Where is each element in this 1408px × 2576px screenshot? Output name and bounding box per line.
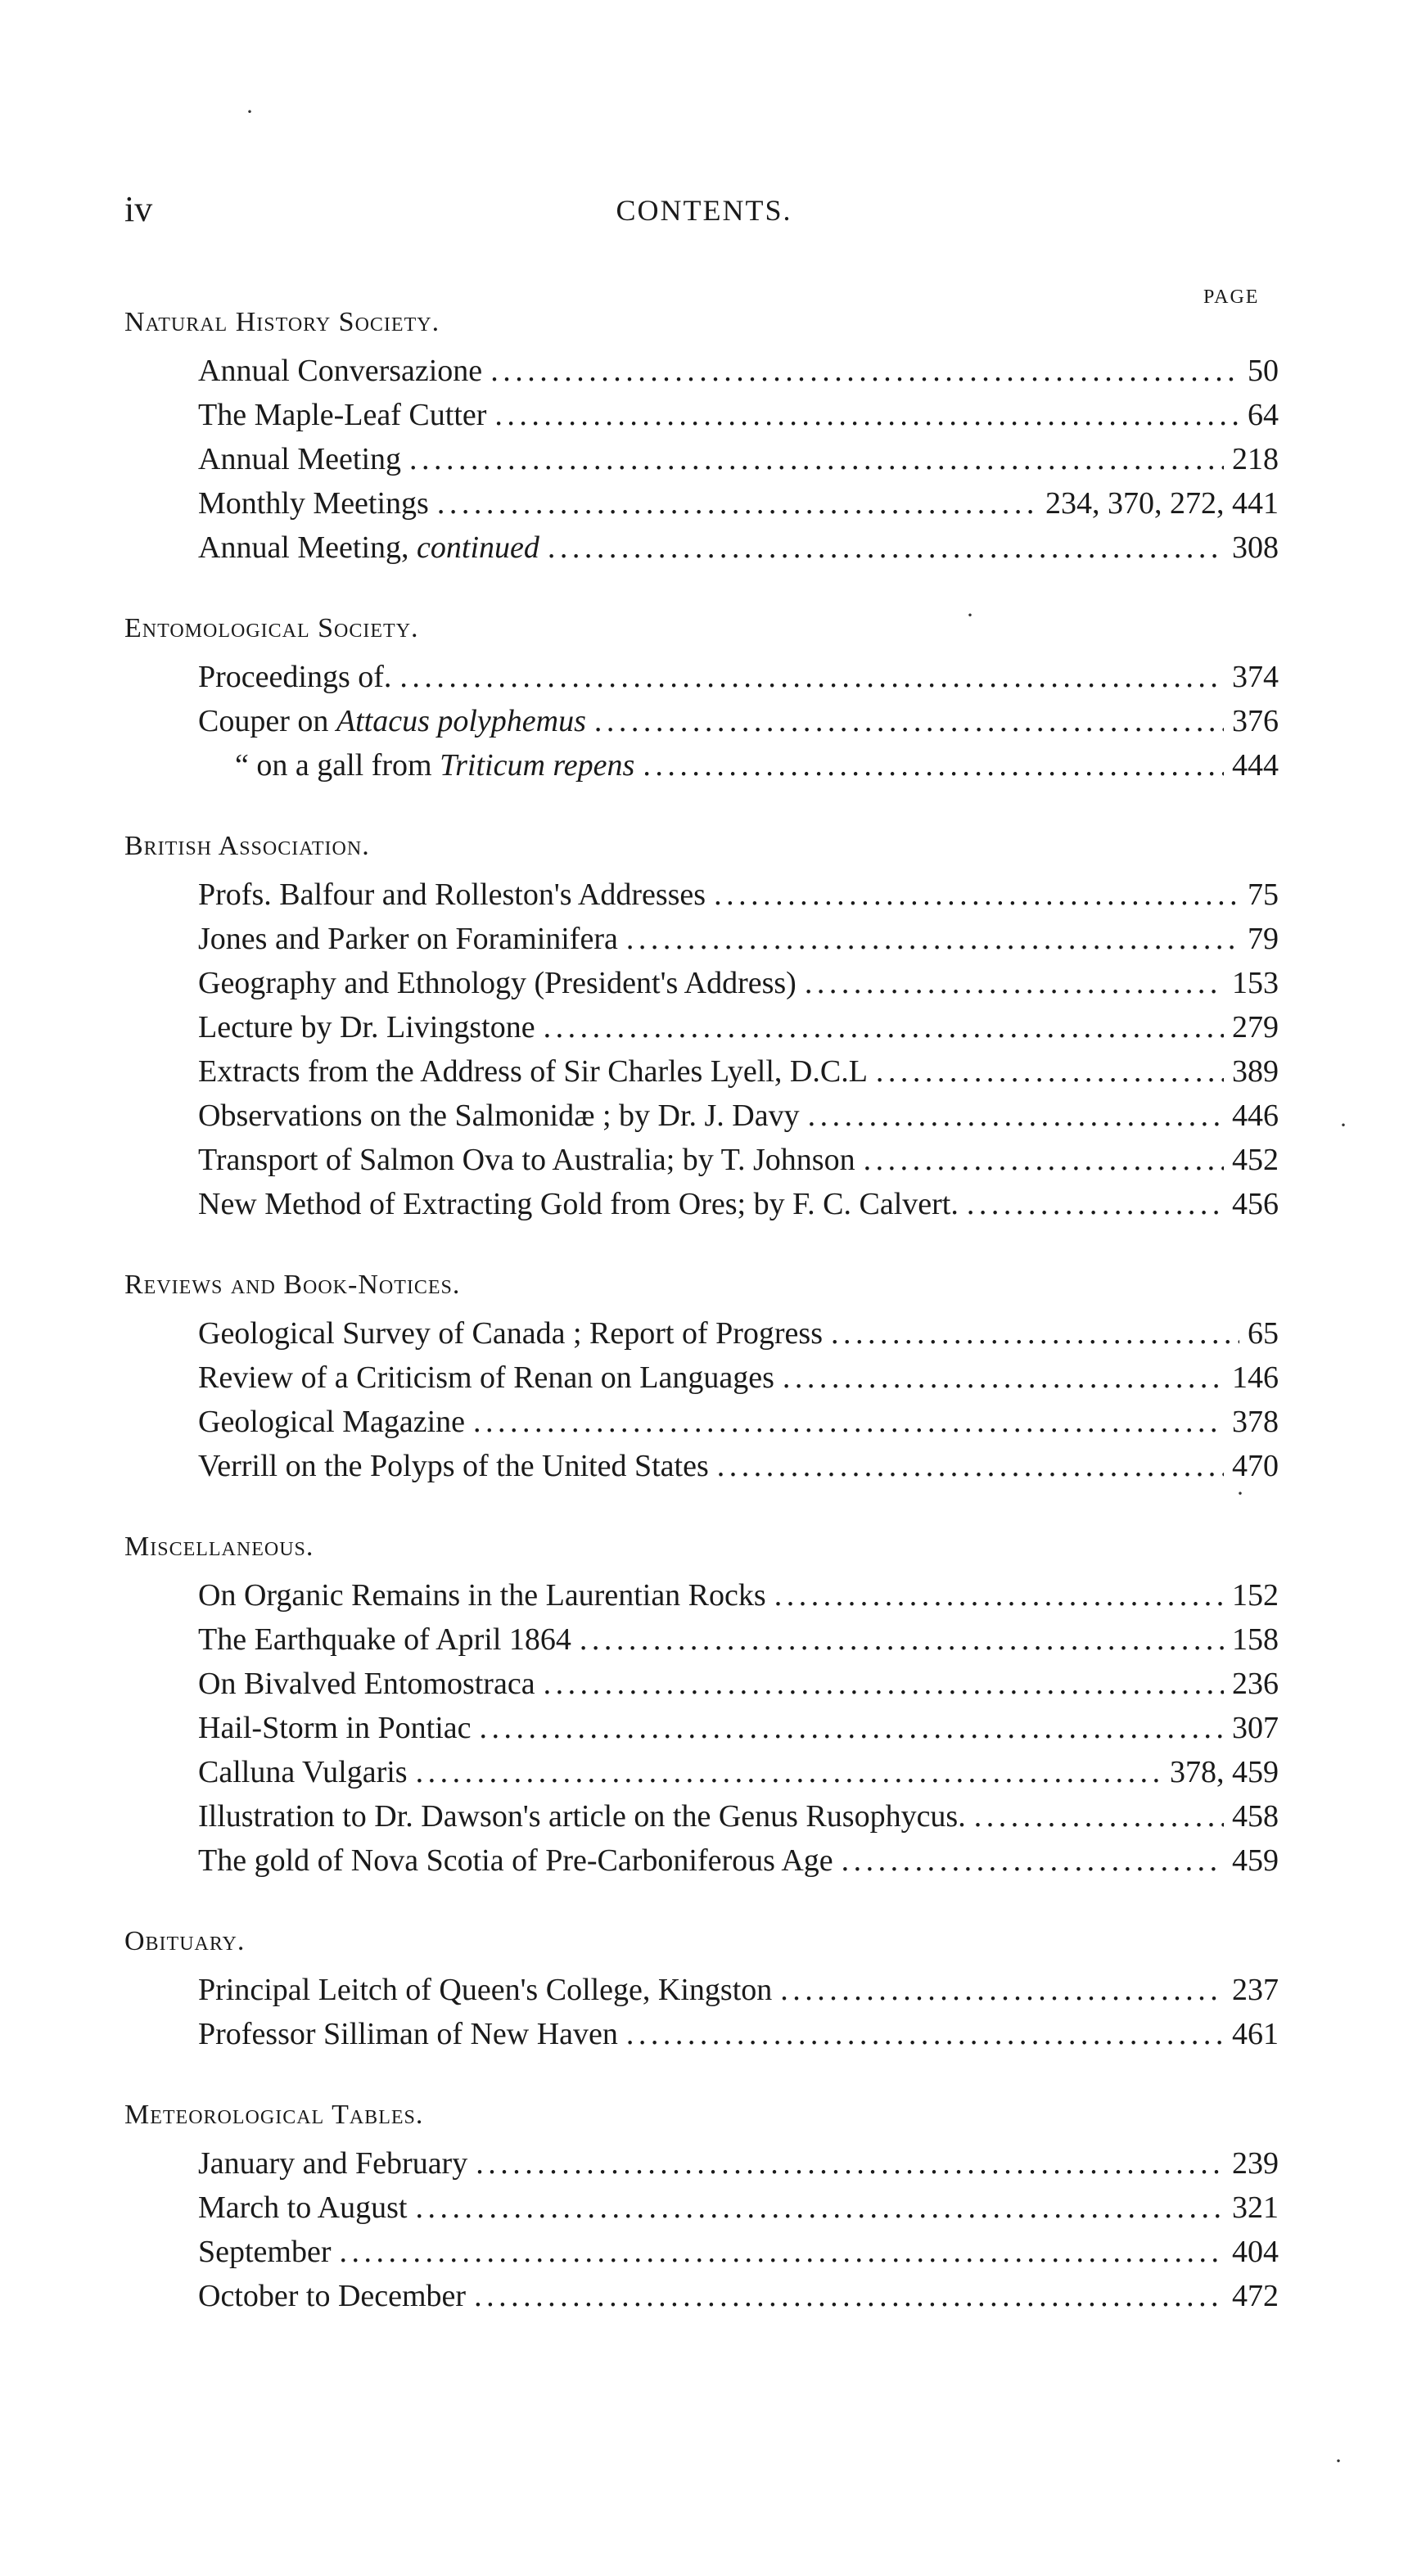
section-title: Obituary. [124,1926,246,1956]
entry-title [198,699,586,743]
dot-leader [548,526,1224,570]
entry-title [198,437,401,481]
entry-title-text: Proceedings of. [198,660,392,694]
toc-entry [124,1838,1279,1883]
entry-page-number: 378, 459 [1170,1755,1279,1789]
dot-leader [409,437,1224,481]
toc-entry [124,699,1279,743]
dot-leader [340,2230,1224,2274]
entry-page-number: 459 [1232,1843,1279,1878]
toc-entry [124,1444,1279,1488]
dot-leader [643,743,1224,787]
section-title: Natural History Society. [124,307,440,337]
dot-leader [415,2186,1224,2230]
entry-title-text: On Bivalved Entomostraca [198,1667,535,1701]
toc-entry [124,743,1279,787]
entry-title-text: “ on a gall from [235,748,440,783]
entry-title-text: October to December [198,2279,467,2313]
entry-title-text: Lecture by Dr. Livingstone [198,1010,535,1044]
entry-title-text: Jones and Parker on Foraminifera [198,922,618,956]
folio-number: iv [124,189,153,229]
entry-title [198,2141,467,2186]
entry-page-number: 404 [1232,2235,1279,2269]
dot-leader [780,1968,1224,2012]
entry-title [198,349,482,393]
entry-page-number: 279 [1232,1010,1279,1044]
speck-mark: · [1236,1480,1244,1507]
dot-leader [783,1356,1224,1400]
entry-title [198,1838,833,1883]
entry-page-number: 444 [1232,748,1279,783]
running-title: CONTENTS. [616,194,792,227]
dot-leader [494,393,1239,437]
toc-entry [124,1573,1279,1617]
dot-leader [864,1138,1224,1182]
entry-title-text: Observations on the Salmonidæ ; by Dr. J. Davy [198,1099,800,1133]
entry-title-italic: continued [417,530,539,565]
entry-title [198,1094,800,1138]
toc-entry [124,1617,1279,1662]
entry-page-number: 374 [1232,660,1279,694]
entry-title-text: Review of a Criticism of Renan on Languages [198,1360,774,1395]
toc-entry [124,1706,1279,1750]
speck-mark: · [246,98,254,125]
entry-page-number: 461 [1232,2017,1279,2051]
entry-page-number: 452 [1232,1143,1279,1177]
section-title: Miscellaneous. [124,1532,314,1562]
entry-title [198,1049,868,1094]
entry-title [198,1311,823,1356]
dot-leader [473,1400,1224,1444]
entry-title-text: Couper on [198,704,336,738]
toc-entry [124,349,1279,393]
entry-page-number: 50 [1248,354,1279,388]
dot-leader [544,1662,1224,1706]
entry-title [198,526,539,570]
entry-title-text: Transport of Salmon Ova to Australia; by T. Johnson [198,1143,855,1177]
entry-page-number: 146 [1232,1360,1279,1395]
dot-leader [474,2274,1224,2318]
toc-entry [124,1662,1279,1706]
entry-title [198,481,429,526]
entry-page-number: 153 [1232,966,1279,1000]
section-title: British Association. [124,831,370,861]
entry-title [198,961,797,1005]
dot-leader [544,1005,1224,1049]
entry-title-text: The Maple-Leaf Cutter [198,398,487,432]
table-of-contents [124,303,1279,2357]
dot-leader [580,1617,1224,1662]
toc-entry [124,526,1279,570]
dot-leader [717,1444,1224,1488]
toc-entry [124,2012,1279,2056]
toc-section [124,2096,1279,2318]
dot-leader [626,917,1239,961]
entry-title-text: Monthly Meetings [198,486,429,521]
entry-page-number: 446 [1232,1099,1279,1133]
toc-entry [124,1049,1279,1094]
dot-leader [626,2012,1224,2056]
entry-title [198,1138,855,1182]
entry-title [198,1662,535,1706]
entry-title-text: Calluna Vulgaris [198,1755,408,1789]
toc-section [124,609,1279,787]
entry-page-number: 472 [1232,2279,1279,2313]
entry-page-number: 152 [1232,1578,1279,1613]
entry-page-number: 236 [1232,1667,1279,1701]
entry-title [198,2012,618,2056]
entry-title-text: September [198,2235,332,2269]
entry-title-text: Extracts from the Address of Sir Charles Lyell, D.C.L [198,1054,868,1089]
entry-title-text: January and February [198,2146,468,2181]
entry-page-number: 239 [1232,2146,1279,2181]
entry-title [198,1617,571,1662]
dot-leader [876,1049,1224,1094]
dot-leader [808,1094,1224,1138]
toc-entry [124,1750,1279,1794]
toc-section [124,303,1279,570]
toc-entry [124,437,1279,481]
entry-page-number: 79 [1248,922,1279,956]
speck-mark: · [1334,2447,1343,2474]
toc-section [124,1527,1279,1883]
toc-section [124,1922,1279,2056]
entry-page-number: 158 [1232,1622,1279,1657]
toc-entry [124,2274,1279,2318]
toc-entry [124,655,1279,699]
dot-leader [831,1311,1239,1356]
page-column-label: PAGE [1203,286,1260,308]
entry-title-text: Geological Survey of Canada ; Report of Progress [198,1316,823,1351]
entry-page-number: 458 [1232,1799,1279,1834]
entry-title-text: Geological Magazine [198,1405,466,1439]
speck-mark: · [1339,1112,1347,1139]
entry-title [198,1356,774,1400]
dot-leader [476,2141,1224,2186]
entry-title [198,2274,466,2318]
entry-title-text: On Organic Remains in the Laurentian Rocks [198,1578,766,1613]
toc-section [124,827,1279,1226]
entry-title-text: Illustration to Dr. Dawson's article on the Genus Rusophycus. [198,1799,966,1834]
toc-section [124,1265,1279,1488]
speck-mark: · [966,602,974,629]
toc-entry [124,1968,1279,2012]
dot-leader [594,699,1224,743]
entry-page-number: 321 [1232,2190,1279,2225]
entry-title-text: Geography and Ethnology (President's Address) [198,966,797,1000]
entry-page-number: 65 [1248,1316,1279,1351]
entry-page-number: 64 [1248,398,1279,432]
toc-entry [124,917,1279,961]
entry-page-number: 456 [1232,1187,1279,1221]
entry-title [198,1968,772,2012]
entry-title [198,1182,959,1226]
entry-title [198,1444,709,1488]
entry-title [198,1750,408,1794]
toc-entry [124,1794,1279,1838]
entry-title-text: Principal Leitch of Queen's College, Kingston [198,1973,773,2007]
entry-title [198,1706,472,1750]
entry-page-number: 237 [1232,1973,1279,2007]
dot-leader [842,1838,1224,1883]
entry-title-text: Professor Silliman of New Haven [198,2017,618,2051]
entry-page-number: 75 [1248,877,1279,912]
entry-title [198,655,391,699]
toc-entry [124,1138,1279,1182]
dot-leader [399,655,1224,699]
toc-entry [124,1182,1279,1226]
entry-title-italic: Attacus polyphemus [336,704,586,738]
entry-page-number: 378 [1232,1405,1279,1439]
toc-entry [124,961,1279,1005]
entry-page-number: 376 [1232,704,1279,738]
toc-entry [124,481,1279,526]
entry-page-number: 470 [1232,1449,1279,1483]
toc-entry [124,2141,1279,2186]
entry-title [198,2186,407,2230]
entry-title-text: Annual Meeting [198,442,402,476]
toc-entry [124,1094,1279,1138]
entry-title [198,873,706,917]
section-title: Reviews and Book-Notices. [124,1270,461,1300]
dot-leader [714,873,1239,917]
entry-title [198,1573,766,1617]
toc-entry [124,873,1279,917]
section-title: Entomological Society. [124,613,419,643]
entry-title [235,743,634,787]
entry-title-text: New Method of Extracting Gold from Ores; by F. C. Calvert. [198,1187,959,1221]
entry-title [198,2230,332,2274]
toc-entry [124,1311,1279,1356]
entry-title [198,393,486,437]
entry-page-number: 389 [1232,1054,1279,1089]
dot-leader [967,1182,1224,1226]
entry-title-text: The gold of Nova Scotia of Pre-Carboniferous Age [198,1843,833,1878]
toc-entry [124,2186,1279,2230]
entry-title [198,1794,966,1838]
entry-page-number: 308 [1232,530,1279,565]
dot-leader [490,349,1239,393]
dot-leader [774,1573,1224,1617]
entry-title-italic: Triticum repens [440,748,635,783]
dot-leader [437,481,1037,526]
toc-entry [124,393,1279,437]
dot-leader [480,1706,1224,1750]
entry-title [198,1400,465,1444]
entry-title-text: The Earthquake of April 1864 [198,1622,571,1657]
toc-entry [124,2230,1279,2274]
entry-page-number: 218 [1232,442,1279,476]
entry-page-number: 307 [1232,1711,1279,1745]
entry-title-text: Annual Conversazione [198,354,483,388]
entry-title-text: March to August [198,2190,408,2225]
entry-title [198,917,618,961]
dot-leader [805,961,1224,1005]
entry-title-text: Verrill on the Polyps of the United States [198,1449,709,1483]
section-title: Meteorological Tables. [124,2100,424,2130]
dot-leader [974,1794,1224,1838]
toc-entry [124,1400,1279,1444]
entry-title [198,1005,535,1049]
entry-title-text: Hail-Storm in Pontiac [198,1711,472,1745]
entry-page-number: 234, 370, 272, 441 [1045,486,1279,521]
toc-entry [124,1005,1279,1049]
toc-entry [124,1356,1279,1400]
dot-leader [416,1750,1162,1794]
entry-title-text: Annual Meeting, [198,530,417,565]
entry-title-text: Profs. Balfour and Rolleston's Addresses [198,877,706,912]
